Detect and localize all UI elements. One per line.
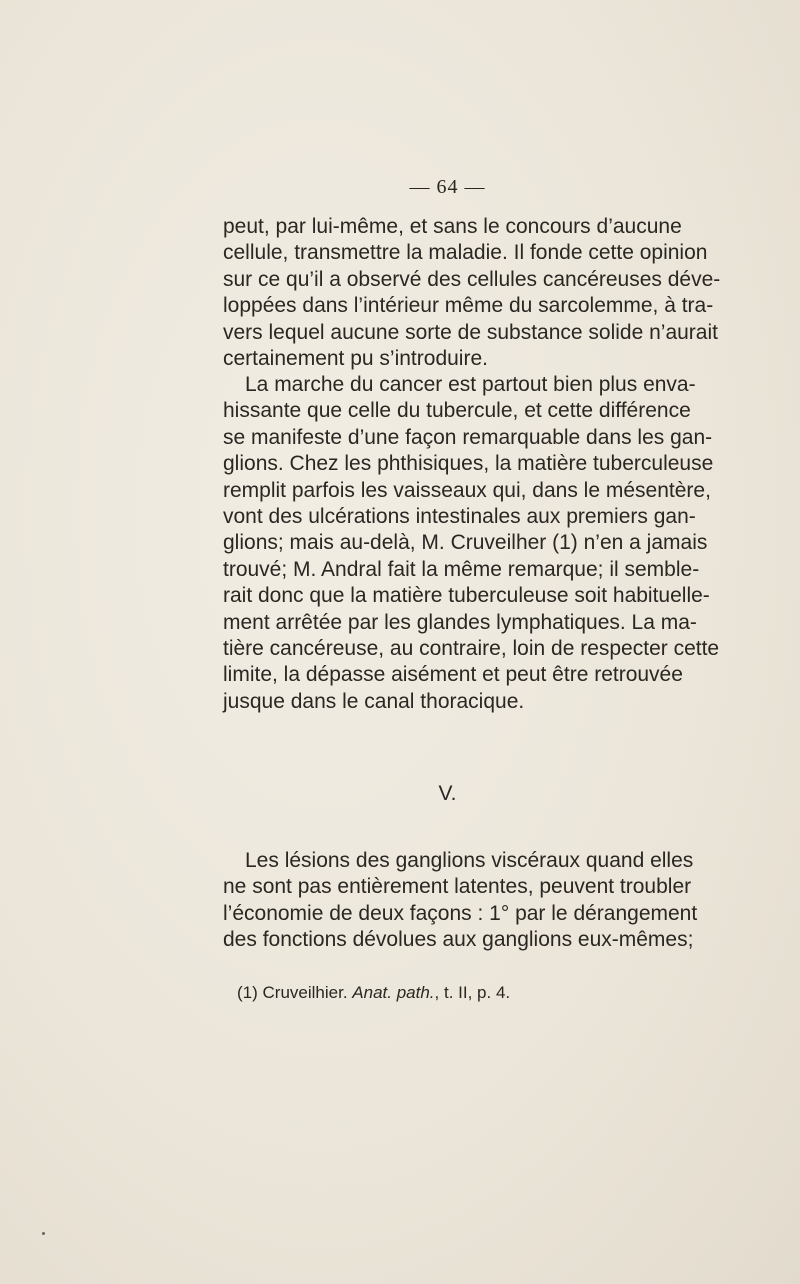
- text-line: sur ce qu’il a observé des cellules cancéreuses déve-: [223, 267, 721, 291]
- paragraph-3: [223, 848, 698, 954]
- text-line: trouvé; M. Andral fait la même remarque; il semble-: [223, 557, 700, 581]
- text-line: jusque dans le canal thoracique.: [223, 689, 525, 713]
- paper-speck: [42, 1232, 45, 1235]
- text-line: peut, par lui-même, et sans le concours d’aucune: [223, 215, 682, 238]
- text-line: glions. Chez les phthisiques, la matière tuberculeuse: [223, 452, 714, 476]
- text-line: rait donc que la matière tuberculeuse soit habituelle-: [223, 584, 710, 608]
- text-line: remplit parfois les vaisseaux qui, dans le mésentère,: [223, 478, 711, 502]
- page-number: — 64 —: [409, 176, 486, 198]
- footnote-author: Cruveilhier.: [262, 983, 348, 1002]
- text-line: se manifeste d’une façon remarquable dans les gan-: [223, 425, 713, 449]
- text-line: limite, la dépasse aisément et peut être retrouvée: [223, 663, 683, 687]
- text-line: certainement pu s’introduire.: [223, 347, 488, 371]
- text-line: tière cancéreuse, au contraire, loin de respecter cette: [223, 637, 720, 661]
- paragraph-2: [223, 372, 720, 715]
- footnote-work-title: Anat. path.: [352, 983, 435, 1002]
- text-line: l’économie de deux façons : 1° par le dérangement: [223, 901, 698, 925]
- text-line: cellule, transmettre la maladie. Il fonde cette opinion: [223, 241, 708, 265]
- footnote: [237, 983, 510, 1003]
- footnote-marker: (1): [237, 983, 258, 1002]
- text-line: ne sont pas entièrement latentes, peuvent troubler: [223, 875, 692, 899]
- text-line: hissante que celle du tubercule, et cette différence: [223, 399, 691, 423]
- section-heading: V.: [438, 782, 457, 805]
- text-line: glions; mais au-delà, M. Cruveilher (1) n’en a jamais: [223, 531, 708, 555]
- text-line: des fonctions dévolues aux ganglions eux-mêmes;: [223, 928, 694, 952]
- footnote-reference: , t. II, p. 4.: [434, 983, 511, 1002]
- text-line: loppées dans l’intérieur même du sarcolemme, à tra-: [223, 294, 714, 318]
- text-line: vont des ulcérations intestinales aux premiers gan-: [223, 505, 696, 529]
- text-line: La marche du cancer est partout bien plus enva-: [245, 373, 696, 396]
- text-line: Les lésions des ganglions viscéraux quand elles: [245, 849, 694, 872]
- paragraph-1: [223, 214, 721, 372]
- text-line: vers lequel aucune sorte de substance solide n’aurait: [223, 320, 718, 344]
- text-line: ment arrêtée par les glandes lymphatiques. La ma-: [223, 610, 697, 634]
